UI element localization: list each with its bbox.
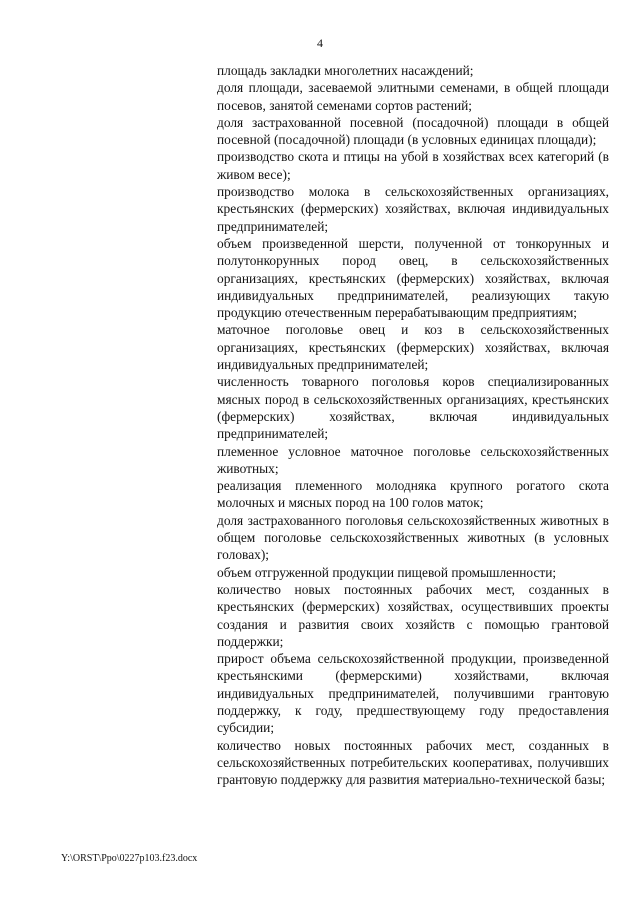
indicator-list <box>217 62 609 788</box>
footer-file-path: Y:\ORST\Ppo\0227p103.f23.docx <box>61 853 198 864</box>
list-item: племенное условное маточное поголовье сельскохозяйственных животных; <box>217 443 609 476</box>
list-item: количество новых постоянных рабочих мест, созданных в сельскохозяйственных потребительских кооперативах, получивших грантовую поддержку для развития материально-технической базы; <box>217 737 609 788</box>
list-item: численность товарного поголовья коров специализированных мясных пород в сельскохозяйственных организациях, крестьянских (фермерских) хозяйствах, включая индивидуальных предпринимателей; <box>217 374 609 442</box>
list-item: производство скота и птицы на убой в хозяйствах всех категорий (в живом весе); <box>217 149 609 182</box>
list-item: доля площади, засеваемой элитными семенами, в общей площади посевов, занятой семенами сортов растений; <box>217 80 609 113</box>
list-item: количество новых постоянных рабочих мест, созданных в крестьянских (фермерских) хозяйствах, осуществивших проекты создания и развития своих хозяйств с помощью грантовой поддержки; <box>217 581 609 649</box>
list-item: прирост объема сельскохозяйственной продукции, произведенной крестьянскими (фермерскими) хозяйствами, включая индивидуальных предпринимателей, получившими грантовую поддержку, к году, предшествующему году предоставления субсидии; <box>217 651 609 736</box>
page-number: 4 <box>317 36 323 50</box>
list-item: реализация племенного молодняка крупного рогатого скота молочных и мясных пород на 100 голов маток; <box>217 478 609 511</box>
list-item: доля застрахованного поголовья сельскохозяйственных животных в общем поголовье сельскохозяйственных животных (в условных головах); <box>217 512 609 563</box>
list-item: доля застрахованной посевной (посадочной) площади в общей посевной (посадочной) площади (в условных единицах площади); <box>217 114 609 148</box>
list-item: маточное поголовье овец и коз в сельскохозяйственных организациях, крестьянских (фермерских) хозяйствах, включая индивидуальных предпринимателей; <box>217 322 609 373</box>
list-item: площадь закладки многолетних насаждений; <box>217 63 474 78</box>
list-item: производство молока в сельскохозяйственных организациях, крестьянских (фермерских) хозяйствах, включая индивидуальных предпринимателей; <box>217 184 609 234</box>
list-item: объем произведенной шерсти, полученной от тонкорунных и полутонкорунных пород овец, в сельскохозяйственных организациях, крестьянских (фермерских) хозяйствах, включая индивидуальных предпринимателей, реализующих такую продукцию отечественным перерабатывающим предприятиям; <box>217 235 609 321</box>
list-item: объем отгруженной продукции пищевой промышленности; <box>217 564 557 580</box>
